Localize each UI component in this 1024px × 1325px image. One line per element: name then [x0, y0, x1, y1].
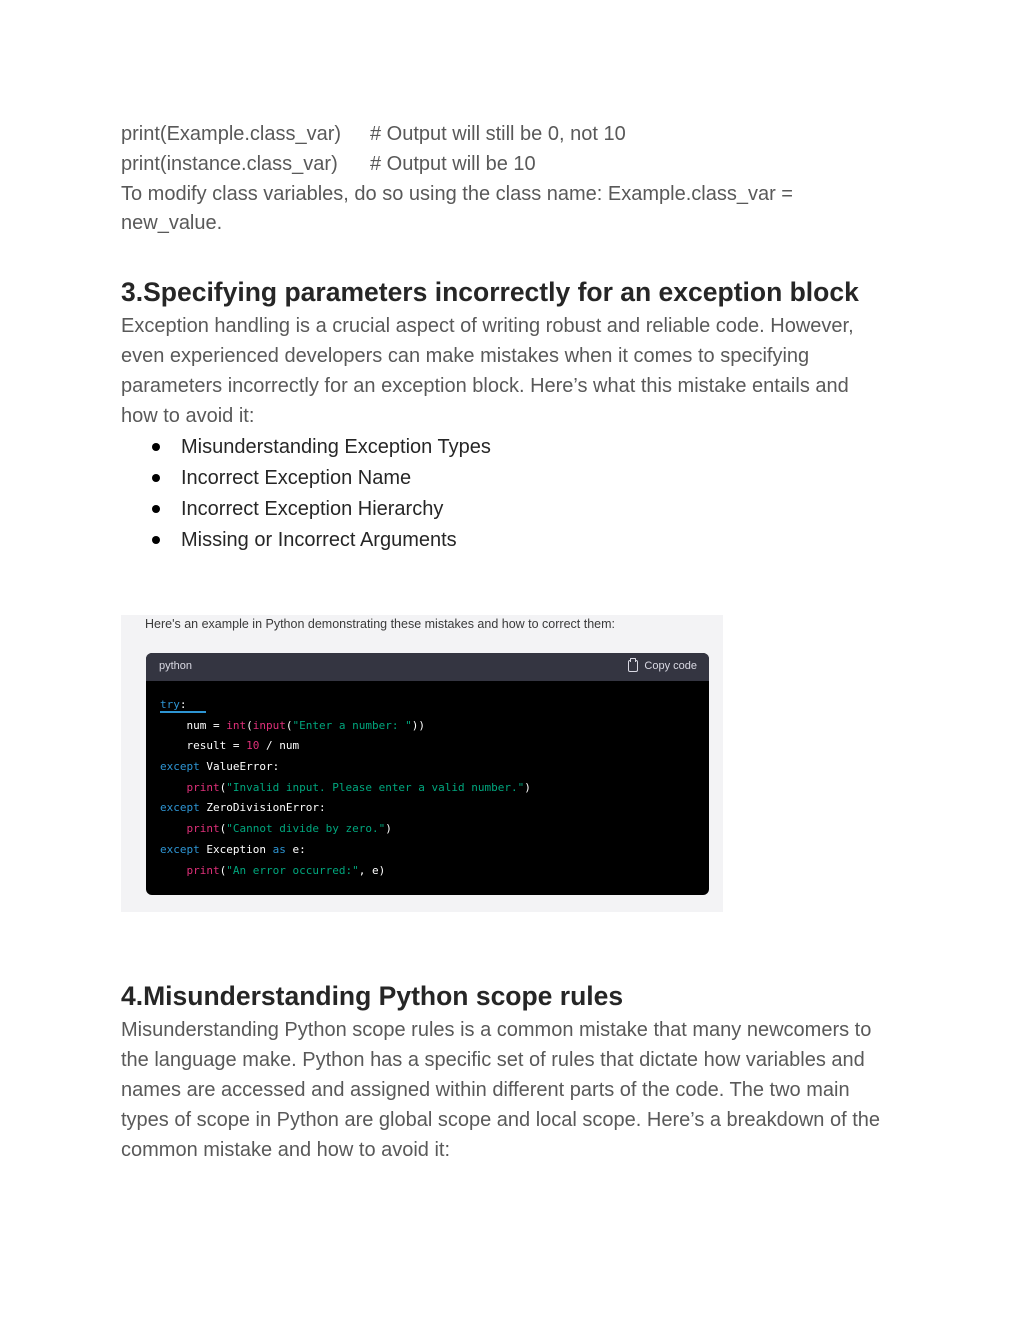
number-literal: 10 [246, 739, 260, 753]
function-name: print [186, 822, 220, 836]
code-text: ( [246, 718, 253, 732]
code-text [160, 822, 187, 835]
code-text: result = [160, 739, 247, 753]
clipboard-icon [628, 660, 638, 672]
bullet-dot-icon [152, 474, 160, 482]
keyword: except [160, 801, 200, 815]
code-text: ( [285, 718, 293, 732]
code-block [146, 653, 709, 895]
code-text: : [179, 698, 187, 711]
copy-code-button[interactable] [628, 660, 697, 672]
section-3-para-line: even experienced developers can make mistakes when it comes to specifying [121, 345, 810, 367]
code-text: ( [219, 780, 227, 794]
bullet-dot-icon [152, 505, 160, 513]
intro-code-2: print(instance.class_var) [121, 153, 338, 175]
code-line [160, 736, 531, 757]
string-literal: "An error occurred:" [226, 863, 359, 877]
section-4-para-line: names are accessed and assigned within different parts of the code. The two main [121, 1079, 850, 1101]
intro-code-line-2 [121, 151, 536, 177]
code-text: ValueError: [199, 760, 280, 774]
screenshot-caption: Here's an example in Python demonstrating these mistakes and how to correct them: [145, 617, 615, 631]
string-literal: "Cannot divide by zero." [226, 822, 386, 836]
code-example-screenshot [121, 615, 723, 912]
bullet-dot-icon [152, 443, 160, 451]
code-text: / num [259, 739, 300, 753]
section-4-para-line: common mistake and how to avoid it: [121, 1139, 451, 1161]
code-line [160, 840, 531, 861]
code-text: num = [160, 718, 227, 732]
code-line [160, 861, 531, 882]
code-text: , e) [358, 863, 386, 877]
section-4-para-line: the language make. Python has a specific set of rules that dictate how variables and [121, 1049, 865, 1071]
string-literal: "Enter a number: " [292, 718, 412, 732]
function-name: input [252, 718, 286, 732]
string-literal: "Invalid input. Please enter a valid number." [226, 780, 525, 794]
code-line [160, 778, 531, 799]
copy-code-label: Copy code [644, 660, 697, 672]
section-3-para-line: parameters incorrectly for an exception block. Here’s what this mistake entails and [121, 375, 849, 397]
section-3-bullet-list [121, 433, 491, 557]
function-name: print [186, 780, 220, 794]
code-line [160, 819, 531, 840]
section-4-heading: 4.Misunderstanding Python scope rules [121, 981, 624, 1011]
code-text: ZeroDivisionError: [199, 801, 326, 815]
code-block-header [146, 653, 709, 681]
intro-comment-1: # Output will still be 0, not 10 [370, 123, 626, 145]
function-name: print [186, 863, 220, 877]
bullet-text: Incorrect Exception Name [181, 467, 412, 489]
section-3-para-line: Exception handling is a crucial aspect of writing robust and reliable code. However, [121, 315, 854, 337]
code-text: ( [219, 863, 227, 877]
code-line [160, 798, 531, 819]
bullet-item [121, 495, 491, 526]
bullet-item [121, 464, 491, 495]
code-language-label: python [159, 660, 193, 672]
code-text: ( [219, 822, 227, 836]
bullet-dot-icon [152, 536, 160, 544]
code-line [160, 716, 531, 737]
code-text: Exception [199, 842, 273, 856]
code-text [160, 864, 187, 877]
code-text: ) [385, 822, 392, 836]
bullet-text: Incorrect Exception Hierarchy [181, 498, 444, 520]
bullet-item [121, 526, 491, 557]
code-text [160, 781, 187, 794]
intro-note-line-1: To modify class variables, do so using the class name: Example.class_var = [121, 183, 793, 205]
intro-code-line-1 [121, 121, 626, 147]
bullet-item [121, 433, 491, 464]
code-text: e: [285, 842, 306, 856]
code-text: ) [524, 780, 531, 794]
code-line [160, 757, 531, 778]
intro-note-line-2: new_value. [121, 212, 223, 234]
code-text: )) [411, 718, 425, 732]
keyword: except [160, 760, 200, 774]
keyword: except [160, 842, 200, 856]
section-4-para-line: types of scope in Python are global scope and local scope. Here’s a breakdown of the [121, 1109, 880, 1131]
intro-code-1: print(Example.class_var) [121, 123, 342, 145]
keyword: as [272, 842, 286, 856]
code-body [160, 695, 531, 881]
keyword: try [160, 698, 180, 711]
bullet-text: Misunderstanding Exception Types [181, 436, 491, 458]
code-line [160, 695, 531, 716]
section-4-para-line: Misunderstanding Python scope rules is a common mistake that many newcomers to [121, 1019, 872, 1041]
intro-comment-2: # Output will be 10 [370, 153, 536, 175]
bullet-text: Missing or Incorrect Arguments [181, 529, 457, 551]
section-3-heading: 3.Specifying parameters incorrectly for an exception block [121, 277, 859, 307]
function-name: int [226, 718, 247, 732]
section-3-para-line: how to avoid it: [121, 405, 255, 427]
